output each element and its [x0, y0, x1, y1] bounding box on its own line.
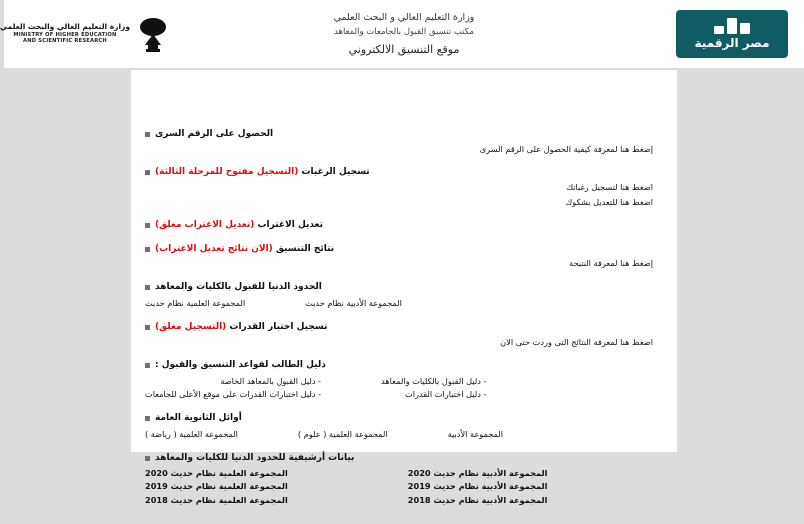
section-column — [145, 297, 245, 310]
eagle-crest-icon — [136, 14, 170, 54]
header-ministry-line: وزارة التعليم العالي و البحث العلمي — [333, 12, 475, 24]
section-link[interactable]: إضغط هنا لمعرفة النتيجة — [569, 258, 653, 269]
section-column — [145, 467, 288, 506]
section-column-link[interactable]: المجموعة العلمية نظام حديث 2019 — [145, 481, 288, 492]
section-column-link[interactable]: المجموعة العلمية نظام حديث 2018 — [145, 494, 288, 505]
section-title: الحصول على الرقم السرى — [155, 129, 274, 139]
ministry-name-en-1: MINISTRY OF HIGHER EDUCATION — [13, 32, 117, 39]
egypt-digital-badge[interactable] — [676, 10, 788, 58]
section-column-link[interactable]: المجموعة العلمية نظام حديث 2020 — [145, 468, 288, 479]
section-column-link[interactable]: المجموعة العلمية ( علوم ) — [297, 428, 388, 439]
section-title-status: (الان نتائج تعديل الاغتراب) — [155, 243, 273, 254]
section-link[interactable]: اضغط هنا للتعديل بشكوك — [565, 196, 653, 207]
header-title-block — [170, 11, 638, 59]
header-office-line: مكتب تنسيق القبول بالجامعات والمعاهد — [334, 26, 474, 37]
section-heading — [145, 166, 663, 179]
section-heading — [145, 321, 663, 334]
section-column-link[interactable]: المجموعة العلمية نظام حديث — [145, 297, 246, 308]
egypt-digital-logo[interactable] — [638, 10, 788, 58]
section-title: تسجيل اختبار القدرات — [226, 321, 328, 332]
section-column-link[interactable]: - دليل القبول بالكليات والمعاهد — [381, 375, 487, 386]
bullet-icon — [145, 170, 150, 175]
section — [145, 128, 663, 155]
section-column — [448, 428, 503, 441]
section-heading-text[interactable] — [155, 243, 334, 256]
section-title: بيانات أرشيفية للحدود الدنيا للكليات والمعاهد — [155, 452, 355, 463]
site-header — [0, 0, 804, 68]
section — [145, 412, 663, 441]
bullet-icon — [145, 416, 150, 421]
sections-list — [131, 70, 677, 524]
bullet-icon — [145, 285, 150, 290]
section-column-link[interactable]: - دليل اختبارات القدرات على موقع الأعلى للجامعات — [145, 388, 322, 399]
section-heading — [145, 452, 663, 465]
section-column — [408, 467, 548, 506]
section-title-status: (التسجيل مفتوح للمرحلة الثالثة) — [155, 167, 299, 178]
section-heading — [145, 359, 663, 372]
ministry-name-en — [0, 33, 130, 45]
section-heading-text[interactable] — [155, 219, 323, 232]
section-heading-text[interactable] — [155, 359, 326, 372]
section-title: نتائج التنسيق — [272, 243, 335, 254]
bullet-icon — [145, 363, 150, 368]
section — [145, 281, 663, 310]
section-title: دليل الطالب لقواعد التنسيق والقبول : — [155, 360, 326, 371]
section-column-link[interactable]: - دليل القبول بالمعاهد الخاصة — [220, 375, 322, 386]
section-link[interactable]: اضغط هنا لمعرفة النتائج التى وردت حتى الان — [500, 336, 653, 347]
egypt-digital-label: مصر الرقمية — [694, 36, 770, 50]
section-column-link[interactable]: المجموعة الأدبية نظام حديث 2019 — [407, 481, 548, 492]
section — [145, 321, 663, 348]
section — [145, 219, 663, 232]
section-column-link[interactable]: المجموعة العلمية ( رياضة ) — [145, 428, 238, 439]
ministry-logo[interactable] — [0, 14, 170, 54]
section — [145, 166, 663, 208]
bullet-icon — [145, 247, 150, 252]
section — [145, 359, 663, 401]
section-column — [145, 428, 238, 441]
section-link[interactable]: اضغط هنا لتسجيل رغباتك — [566, 181, 653, 192]
section-column — [298, 428, 388, 441]
section-columns — [145, 467, 663, 506]
section-heading-text[interactable] — [155, 321, 327, 334]
section-columns — [145, 428, 663, 441]
section-column-link[interactable]: المجموعة الأدبية نظام حديث 2020 — [407, 468, 548, 479]
section — [145, 243, 663, 270]
section-title-status: (التسجيل مغلق) — [155, 321, 227, 332]
content-card — [131, 70, 677, 505]
section-column — [305, 297, 402, 310]
bullet-icon — [145, 223, 150, 228]
section-column-link[interactable]: المجموعة الأدبية نظام حديث — [305, 297, 402, 308]
section-title: الحدود الدنيا للقبول بالكليات والمعاهد — [155, 282, 322, 293]
section-column — [145, 375, 321, 401]
section-title: تسجيل الرغبات — [298, 167, 370, 178]
section-column — [381, 375, 486, 401]
ministry-name-block — [0, 23, 130, 46]
section-title-status: (تعديل الاغتراب مغلق) — [155, 220, 255, 231]
section-heading-text[interactable] — [155, 166, 370, 179]
section-heading-text[interactable] — [155, 452, 354, 465]
section-heading — [145, 281, 663, 294]
section-heading — [145, 412, 663, 425]
section-link[interactable]: إضغط هنا لمعرفة كيفية الحصول على الرقم السرى — [479, 143, 653, 154]
ministry-name-ar: وزارة التعليم العالي والبحث العلمي — [0, 21, 130, 31]
section-heading — [145, 128, 663, 141]
ministry-name-en-2: AND SCIENTIFIC RESEARCH — [23, 38, 107, 45]
section-columns — [145, 297, 663, 310]
section-heading-text[interactable] — [155, 412, 242, 425]
section-columns — [145, 375, 663, 401]
section-heading-text[interactable] — [155, 128, 273, 141]
section-heading — [145, 219, 663, 232]
buildings-icon — [714, 18, 750, 34]
page-title: موقع التنسيق الالكتروني — [348, 43, 460, 57]
bullet-icon — [145, 325, 150, 330]
bullet-icon — [145, 456, 150, 461]
section-column-link[interactable]: المجموعة الأدبية نظام حديث 2018 — [407, 494, 548, 505]
section-heading-text[interactable] — [155, 281, 322, 294]
section-title: تعديل الاغتراب — [254, 220, 324, 231]
section-column-link[interactable]: - دليل اختبارات القدرات — [405, 388, 487, 399]
section-heading — [145, 243, 663, 256]
section-column-link[interactable]: المجموعة الأدبية — [447, 428, 504, 439]
section-title: أوائل الثانوية العامة — [155, 413, 242, 424]
bullet-icon — [145, 132, 150, 137]
section — [145, 452, 663, 507]
